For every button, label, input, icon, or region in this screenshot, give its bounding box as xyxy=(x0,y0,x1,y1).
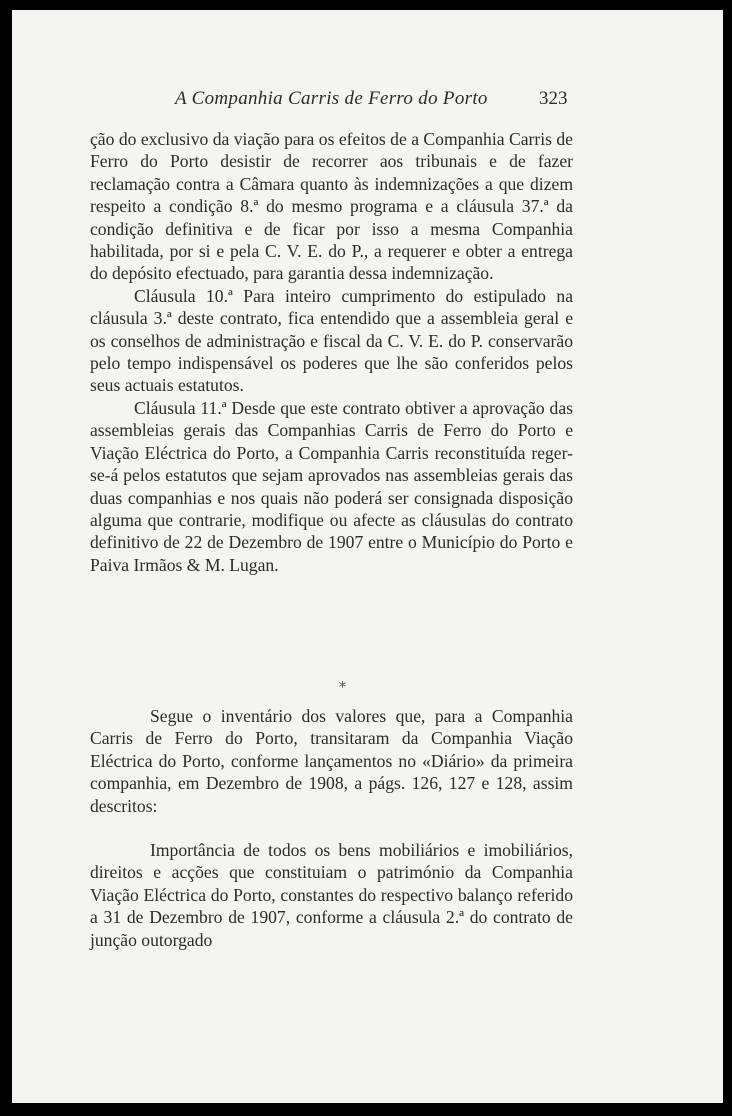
book-page xyxy=(12,10,723,1103)
paragraph-importancia: Importância de todos os bens mobiliários e imobiliários, direitos e acções que constituiam o património da Companhia Viação Eléctrica do Porto, constantes do respectivo balanço referido a 31 de Dezembro de 1907, conforme a cláusula 2.ª do contrato de junção outorgado xyxy=(90,840,573,950)
page-number: 323 xyxy=(539,88,568,109)
asterisk-separator: * xyxy=(338,678,347,696)
running-title: A Companhia Carris de Ferro do Porto xyxy=(175,88,488,109)
body-text-bottom xyxy=(90,705,573,951)
paragraph-clausula-11: Cláusula 11.ª Desde que este contrato obtiver a aprovação das assembleias gerais das Companhias Carris de Ferro do Porto e Viação Eléctrica do Porto, a Companhia Carris reconstituída reger-se-á pelos estatutos que sejam aprovados nas assembleias gerais das duas companhias e nos quais não poderá ser consignada disposição alguma que contrarie, modifique ou afecte as cláusulas do contrato definitivo de 22 de Dezembro de 1907 entre o Município do Porto e Paiva Irmãos & M. Lugan. xyxy=(90,397,573,575)
section-separator xyxy=(12,678,723,696)
body-text-top xyxy=(90,128,573,576)
paragraph-inventario: Segue o inventário dos valores que, para a Companhia Carris de Ferro do Porto, transitaram da Companhia Viação Eléctrica do Porto, conforme lançamentos no «Diário» da primeira companhia, em Dezembro de 1908, a págs. 126, 127 e 128, assim descritos: xyxy=(90,706,573,816)
paragraph-continuation: ção do exclusivo da viação para os efeitos de a Companhia Carris de Ferro do Porto desistir de recorrer aos tribunais e de fazer reclamação contra a Câmara quanto às indemnizações a que dizem respeito a condição 8.ª do mesmo programa e a cláusula 37.ª da condição definitiva e de ficar por isso a mesma Companhia habilitada, por si e pela C. V. E. do P., a requerer e obter a entrega do depósito efectuado, para garantia dessa indemnização. xyxy=(90,129,573,284)
paragraph-clausula-10: Cláusula 10.ª Para inteiro cumprimento do estipulado na cláusula 3.ª deste contrato, fica entendido que a assembleia geral e os conselhos de administração e fiscal da C. V. E. do P. conservarão pelo tempo indispensável os poderes que lhe são conferidos pelos seus actuais estatutos. xyxy=(90,285,573,396)
